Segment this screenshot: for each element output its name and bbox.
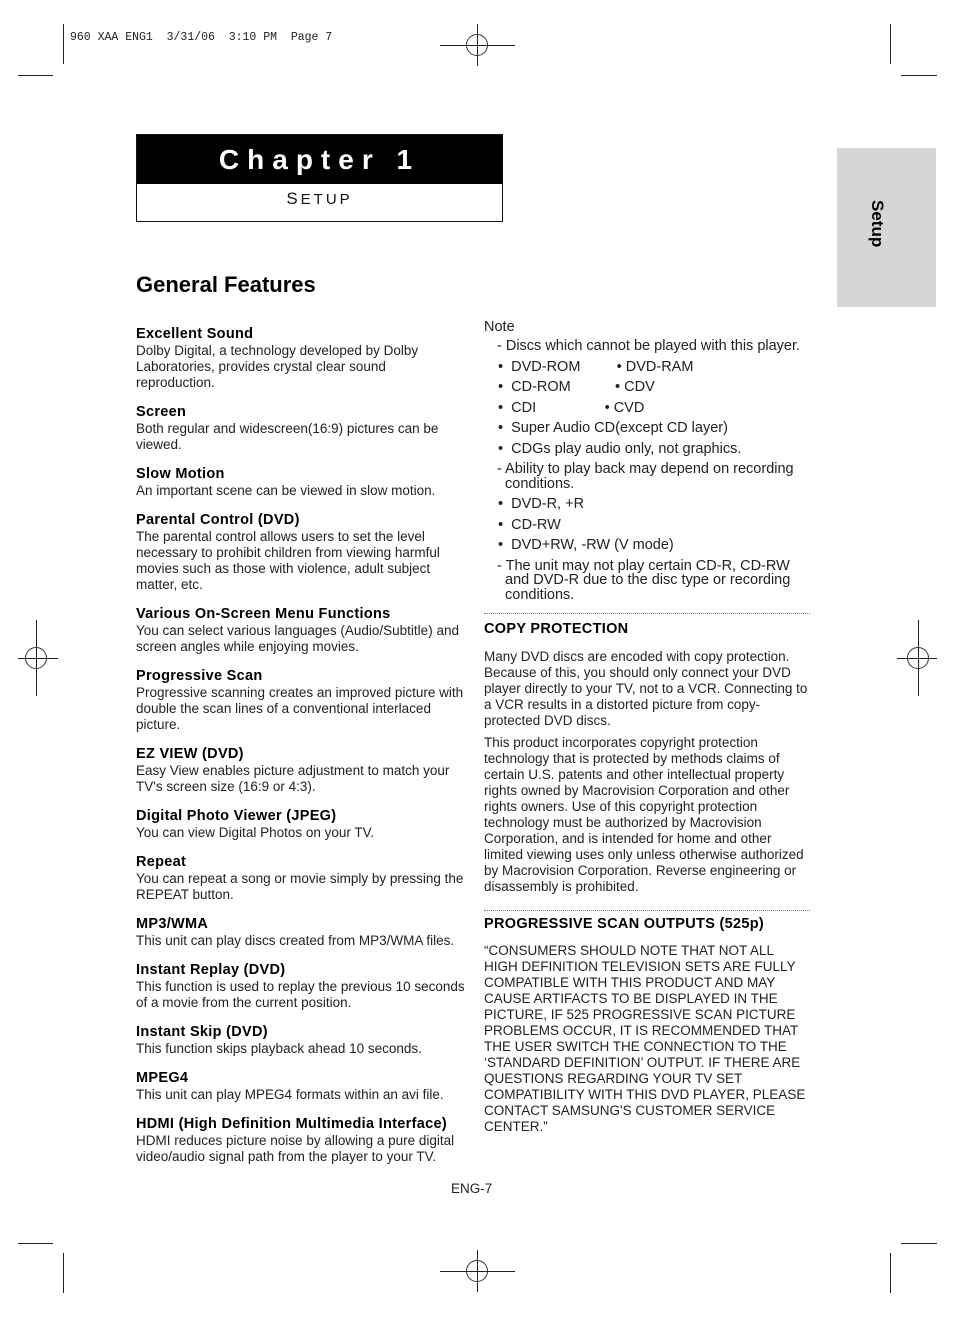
feature-item (136, 746, 466, 795)
feature-text: Dolby Digital, a technology developed by Dolby Laboratories, provides crystal clear sound reproduction. (136, 343, 419, 390)
feature-text: You can view Digital Photos on your TV. (136, 825, 375, 840)
feature-item (136, 326, 466, 391)
side-tab-label: Setup (868, 200, 887, 248)
page-number: ENG-7 (451, 1181, 493, 1196)
feature-title: Repeat (136, 854, 187, 870)
feature-text: This function skips playback ahead 10 seconds. (136, 1041, 422, 1056)
crop-mark (901, 1243, 937, 1244)
feature-item (136, 916, 466, 949)
chapter-title: Chapter 1 (137, 135, 502, 184)
crop-mark (901, 75, 937, 76)
side-tab (837, 148, 936, 307)
feature-text: You can repeat a song or movie simply by pressing the REPEAT button. (136, 871, 464, 902)
feature-title: MPEG4 (136, 1070, 189, 1086)
feature-text: This unit can play MPEG4 formats within an avi file. (136, 1087, 444, 1102)
progressive-scan-paragraph: “CONSUMERS SHOULD NOTE THAT NOT ALL HIGH DEFINITION TELEVISION SETS ARE FULLY COMPATIBLE WITH THIS PRODUCT AND MAY CAUSE ARTIFACTS TO BE DISPLAYED IN THE PICTURE, IF 525 PROGRESSIVE SCAN PICTURE PROBLEMS OCCUR, IT IS RECOMMENDED THAT THE USER SWITCH THE CONNECTION TO THE ‘STANDARD DEFINITION’ OUTPUT. IF THERE ARE QUESTIONS REGARDING YOUR TV SET COMPATIBILITY WITH THIS DVD PLAYER, PLEASE CONTACT SAMSUNG'S CUSTOMER SERVICE CENTER.” (484, 943, 806, 1134)
feature-title: EZ VIEW (DVD) (136, 746, 244, 762)
note-bullet: • CDI • CVD (498, 399, 645, 416)
crop-mark (63, 24, 64, 64)
page-title: General Features (136, 272, 316, 297)
copy-protection-paragraph: Many DVD discs are encoded with copy protection. Because of this, you should only connect your DVD player directly to your TV, not to a VCR. Connecting to a VCR results in a distorted picture from copy-protected DVD discs. (484, 649, 808, 728)
copy-protection-paragraph: This product incorporates copyright protection technology that is protected by methods claims of certain U.S. patents and other intellectual property rights owned by Macrovision Corporation and other rights owners. Use of this copyright protection technology must be authorized by Macrovision Corporation, and is intended for home and other limited viewing uses only unless otherwise authorized by Macrovision Corporation. Reverse engineering or disassembly is prohibited. (484, 735, 804, 894)
note-dash-item: - Discs which cannot be played with this player. (497, 338, 801, 354)
features-column (136, 326, 466, 1178)
note-bullet: • DVD+RW, -RW (V mode) (498, 537, 674, 553)
feature-text: Easy View enables picture adjustment to match your TV's screen size (16:9 or 4:3). (136, 763, 450, 794)
feature-item (136, 1024, 466, 1057)
feature-item (136, 854, 466, 903)
progressive-scan-heading: PROGRESSIVE SCAN OUTPUTS (525p) (484, 916, 765, 932)
feature-item (136, 466, 466, 499)
feature-title: Instant Replay (DVD) (136, 962, 286, 978)
note-bullet: • CD-ROM • CDV (498, 379, 655, 395)
feature-title: Screen (136, 404, 187, 420)
feature-text: Progressive scanning creates an improved picture with double the scan lines of a conventional interlaced picture. (136, 685, 464, 732)
feature-text: Both regular and widescreen(16:9) pictures can be viewed. (136, 421, 439, 452)
chapter-subtitle-rest: ETUP (300, 191, 353, 208)
crop-mark (890, 24, 891, 64)
section-divider (484, 613, 810, 614)
feature-text: The parental control allows users to set the level necessary to prohibit children from viewing harmful movies such as those with violence, adult subject matter, etc. (136, 529, 440, 592)
feature-title: Parental Control (DVD) (136, 512, 300, 528)
chapter-header (136, 134, 503, 222)
note-dash-item: - Ability to play back may depend on recording conditions. (497, 461, 794, 492)
notes-column (484, 318, 810, 1135)
registration-circle (25, 647, 47, 669)
feature-item (136, 668, 466, 733)
feature-title: MP3/WMA (136, 916, 209, 932)
registration-circle (466, 34, 488, 56)
feature-item (136, 1070, 466, 1103)
note-bullet: • CDGs play audio only, not graphics. (498, 440, 742, 457)
feature-item (136, 962, 466, 1011)
feature-item (136, 512, 466, 593)
copy-protection-heading: COPY PROTECTION (484, 621, 629, 637)
crop-mark (18, 75, 53, 76)
feature-title: Digital Photo Viewer (JPEG) (136, 808, 337, 824)
feature-title: Progressive Scan (136, 668, 263, 684)
chapter-subtitle (137, 184, 502, 215)
feature-title: Various On-Screen Menu Functions (136, 606, 391, 622)
feature-title: HDMI (High Definition Multimedia Interface) (136, 1116, 447, 1132)
note-bullet: • DVD-R, +R (498, 496, 585, 512)
registration-circle (907, 647, 929, 669)
note-bullet: • Super Audio CD(except CD layer) (498, 420, 728, 436)
feature-title: Instant Skip (DVD) (136, 1024, 268, 1040)
print-slug: 960 XAA ENG1 3/31/06 3:10 PM Page 7 (70, 31, 333, 44)
feature-text: HDMI reduces picture noise by allowing a pure digital video/audio signal path from the player to your TV. (136, 1133, 455, 1164)
note-label: Note (484, 319, 515, 335)
feature-title: Slow Motion (136, 466, 225, 482)
feature-title: Excellent Sound (136, 326, 254, 342)
feature-text: This function is used to replay the previous 10 seconds of a movie from the current position. (136, 979, 465, 1010)
crop-mark (63, 1253, 64, 1293)
feature-item (136, 606, 466, 655)
feature-item (136, 404, 466, 453)
chapter-subtitle-initial: S (286, 189, 301, 208)
note-bullet: • CD-RW (498, 516, 561, 533)
note-bullet: • DVD-ROM • DVD-RAM (498, 358, 694, 375)
feature-text: An important scene can be viewed in slow motion. (136, 483, 436, 498)
crop-mark (18, 1243, 53, 1244)
note-dash-item: - The unit may not play certain CD-R, CD-RW and DVD-R due to the disc type or recording conditions. (497, 557, 791, 603)
feature-item (136, 1116, 466, 1165)
section-divider (484, 910, 810, 911)
feature-text: This unit can play discs created from MP3/WMA files. (136, 933, 455, 948)
crop-mark (890, 1253, 891, 1293)
registration-circle (466, 1260, 488, 1282)
feature-text: You can select various languages (Audio/Subtitle) and screen angles while enjoying movies. (136, 623, 459, 654)
feature-item (136, 808, 466, 841)
